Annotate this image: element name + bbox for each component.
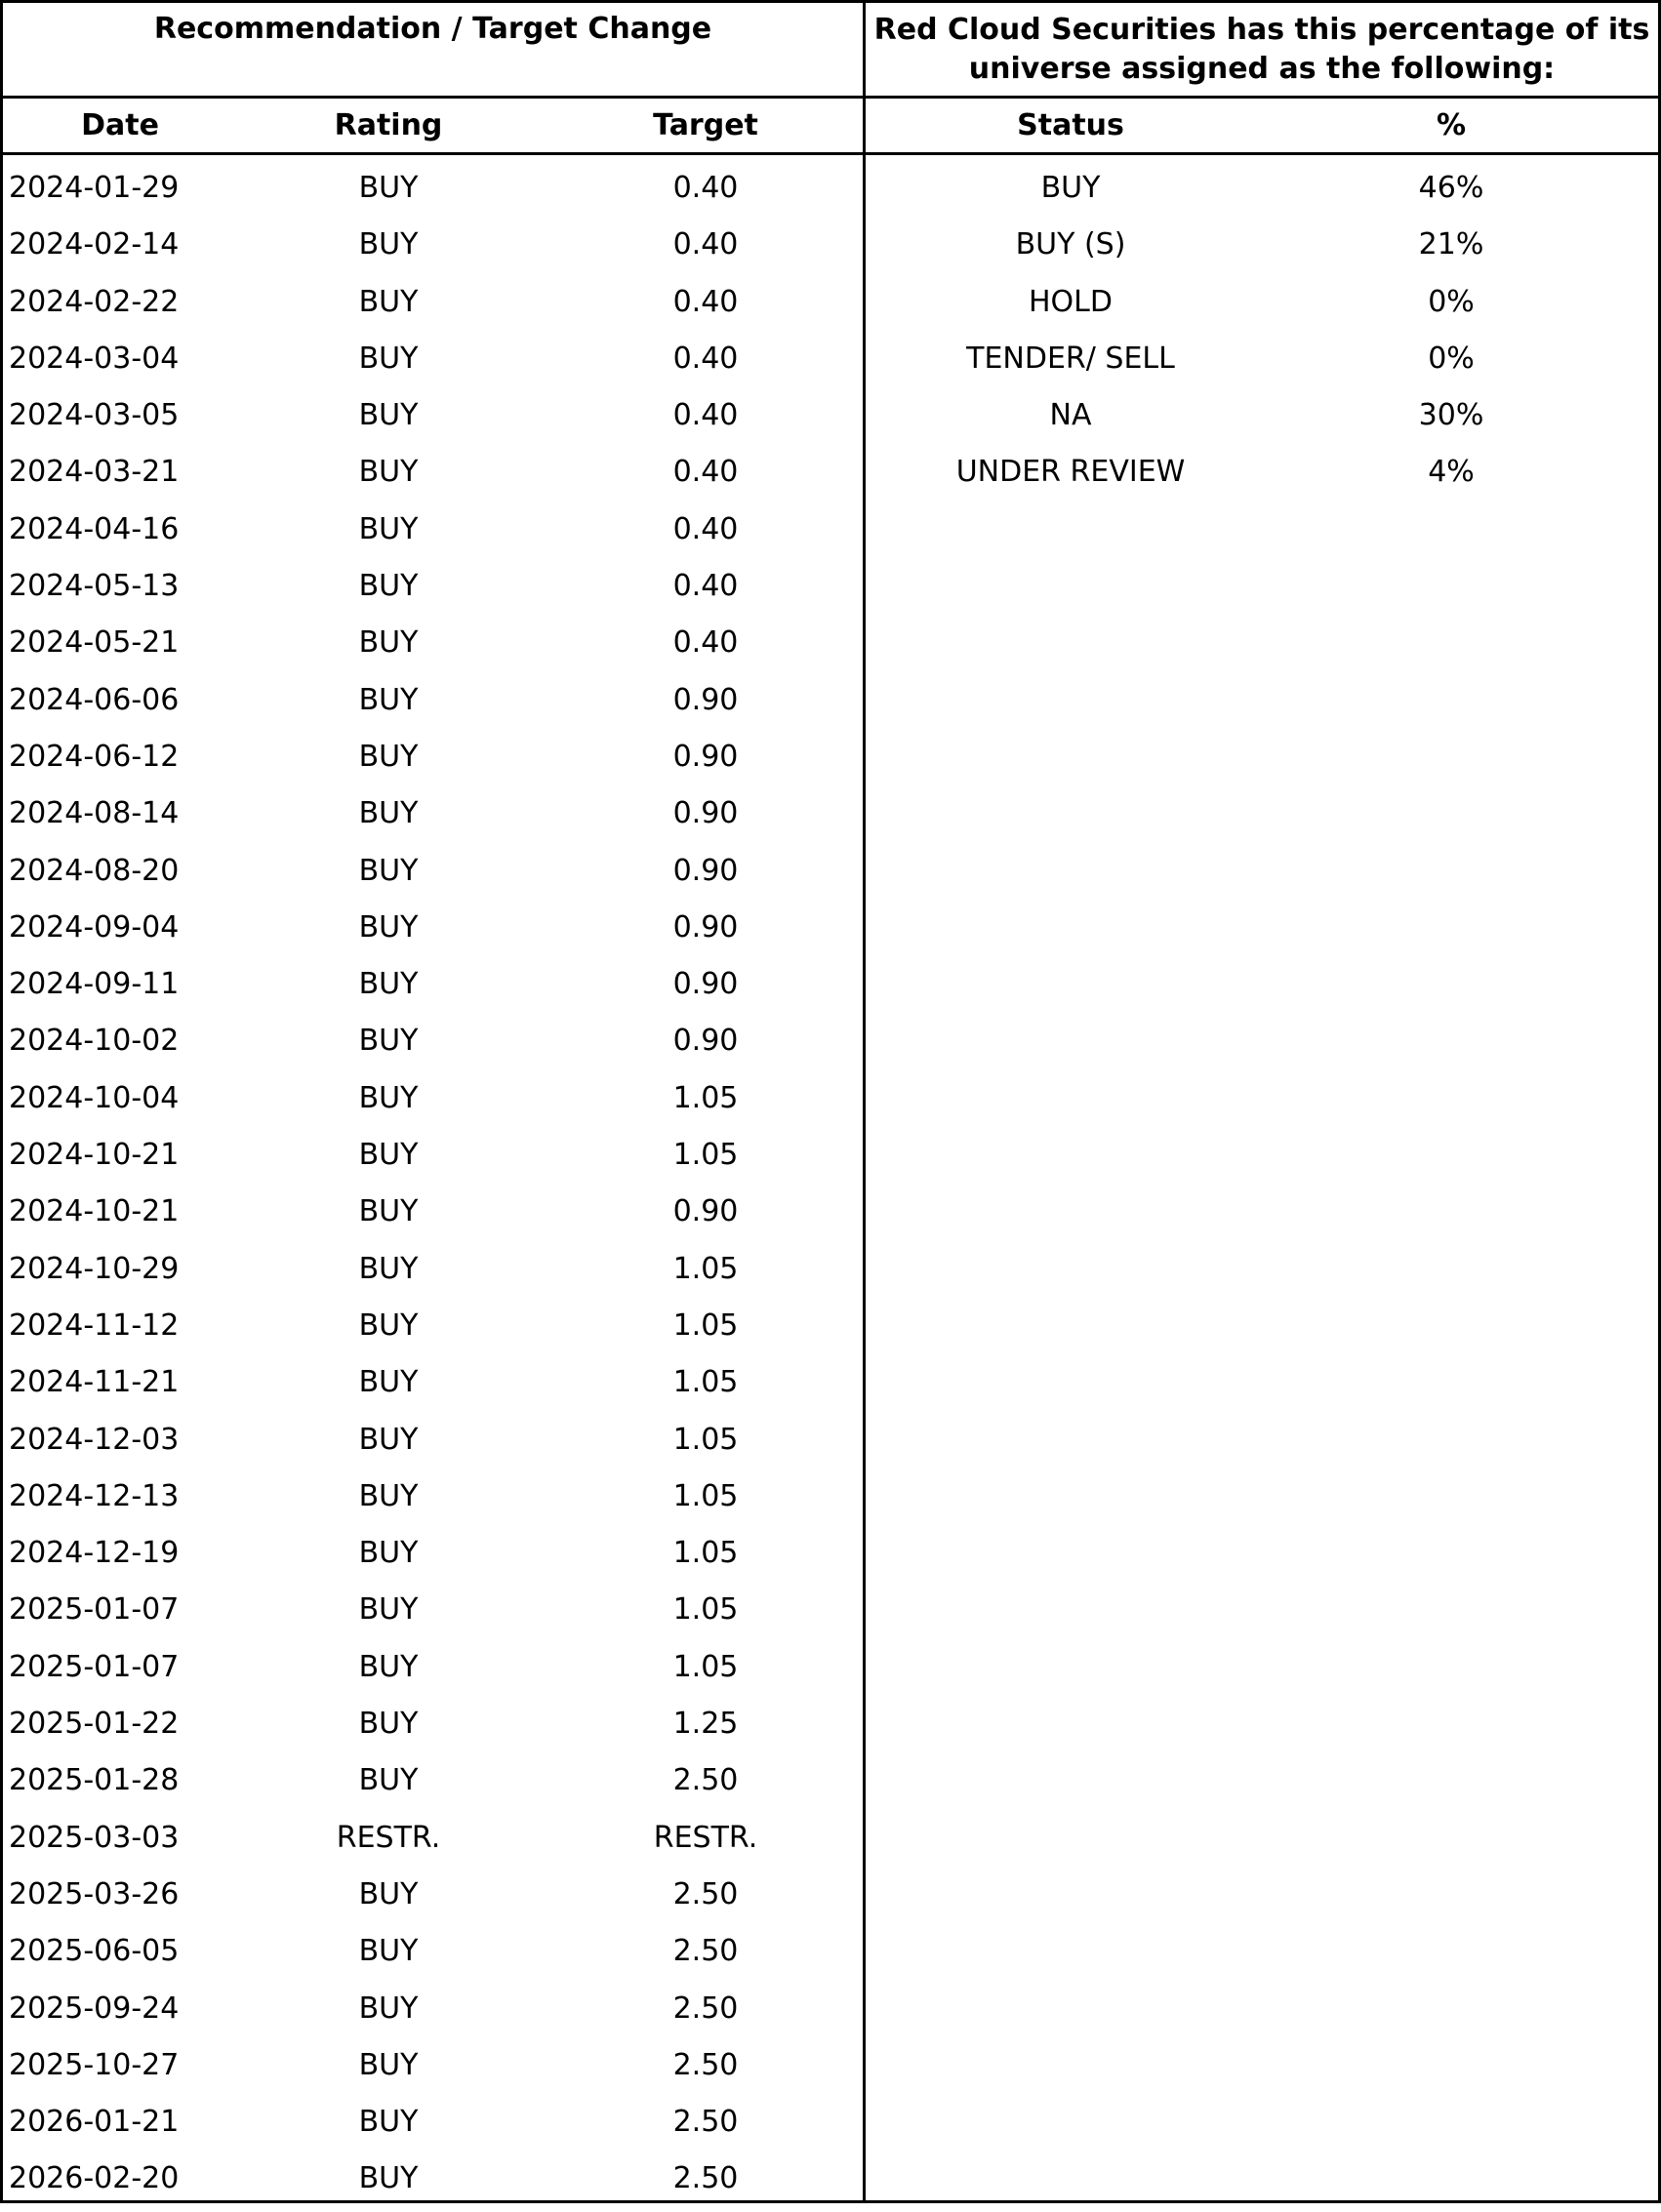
table-row [866,439,1658,496]
row-date: 2024-02-22 [9,284,180,319]
row-rating: BUY [358,796,419,831]
row-rating: BUY [358,171,419,205]
row-target: 0.90 [672,967,739,1002]
table-row [3,1008,863,1065]
row-target: 1.05 [672,1307,739,1343]
row-rating: BUY [358,739,419,774]
row-date: 2025-03-26 [9,1876,180,1911]
row-rating: BUY [358,1991,419,2026]
row-rating: BUY [358,341,419,376]
table-row [3,1293,863,1349]
table-row [3,1407,863,1464]
row-target: 0.40 [672,455,739,490]
table-row [3,724,863,781]
row-rating: BUY [358,1080,419,1115]
row-target: 2.50 [672,2105,739,2140]
row-status: BUY [1040,171,1101,205]
header-percent: % [1436,108,1467,142]
row-date: 2024-10-21 [9,1194,180,1229]
row-percent: 30% [1418,398,1484,433]
universe-table-header [866,99,1658,152]
row-rating: BUY [358,625,419,661]
table-row [866,326,1658,382]
row-date: 2024-05-21 [9,625,180,661]
table-row [866,382,1658,439]
row-rating: BUY [358,853,419,888]
row-target: 1.05 [672,1478,739,1513]
table-row [3,497,863,553]
table-row [3,1634,863,1691]
row-target: 1.05 [672,1649,739,1684]
table-row [3,269,863,326]
row-rating: BUY [358,2105,419,2140]
row-date: 2024-05-13 [9,569,180,604]
row-date: 2025-10-27 [9,2047,180,2082]
row-target: 2.50 [672,1876,739,1911]
row-rating: BUY [358,1365,419,1400]
row-date: 2024-04-16 [9,511,180,546]
recommendation-rows [3,155,863,2203]
row-date: 2024-08-14 [9,796,180,831]
row-date: 2024-06-12 [9,739,180,774]
row-rating: BUY [358,1251,419,1286]
header-target: Target [653,108,758,142]
row-date: 2025-03-03 [9,1820,180,1855]
header-status: Status [1017,108,1124,142]
table-row [3,155,863,212]
row-target: 0.40 [672,227,739,262]
row-rating: BUY [358,227,419,262]
universe-table [866,3,1658,2200]
row-date: 2024-03-21 [9,455,180,490]
row-rating: BUY [358,1536,419,1571]
row-percent: 46% [1418,171,1484,205]
row-target: 2.50 [672,2161,739,2196]
row-target: 0.90 [672,1024,739,1059]
table-row [866,269,1658,326]
table-row [3,2032,863,2089]
table-row [3,1976,863,2032]
row-date: 2025-09-24 [9,1991,180,2026]
recommendation-table-header [3,99,863,152]
table-row [3,1236,863,1293]
row-rating: BUY [358,682,419,717]
row-percent: 4% [1428,455,1475,490]
row-percent: 0% [1428,284,1475,319]
row-date: 2024-03-04 [9,341,180,376]
table-row [3,382,863,439]
row-date: 2026-01-21 [9,2105,180,2140]
row-date: 2024-02-14 [9,227,180,262]
row-rating: RESTR. [336,1820,441,1855]
table-row [3,212,863,268]
row-date: 2024-10-04 [9,1080,180,1115]
row-date: 2025-01-07 [9,1649,180,1684]
row-date: 2024-10-29 [9,1251,180,1286]
row-date: 2026-02-20 [9,2161,180,2196]
row-date: 2024-12-03 [9,1422,180,1457]
table-row [3,1918,863,1975]
row-status: BUY (S) [1015,227,1126,262]
row-target: 1.05 [672,1138,739,1173]
row-rating: BUY [358,284,419,319]
table-row [3,1179,863,1235]
row-date: 2025-01-07 [9,1592,180,1628]
row-status: TENDER/ SELL [966,341,1175,376]
row-target: 0.40 [672,625,739,661]
row-rating: BUY [358,511,419,546]
table-row [3,2089,863,2146]
row-target: 1.05 [672,1422,739,1457]
row-rating: BUY [358,2047,419,2082]
table-row [3,1520,863,1577]
universe-table-title [866,3,1658,96]
row-rating: BUY [358,2161,419,2196]
row-rating: BUY [358,1763,419,1798]
universe-title-line-1: Red Cloud Securities has this percentage of its [873,13,1650,47]
table-row [3,1577,863,1633]
row-rating: BUY [358,1649,419,1684]
row-percent: 21% [1418,227,1484,262]
row-date: 2025-01-22 [9,1707,180,1742]
table-row [3,1691,863,1748]
row-target: 2.50 [672,1763,739,1798]
row-percent: 0% [1428,341,1475,376]
row-rating: BUY [358,1707,419,1742]
row-status: NA [1049,398,1092,433]
recommendation-table-title: Recommendation / Target Change [153,12,712,46]
table-row [3,1805,863,1862]
row-rating: BUY [358,1478,419,1513]
row-rating: BUY [358,1592,419,1628]
row-target: 0.40 [672,569,739,604]
row-target: 1.05 [672,1365,739,1400]
table-row [3,951,863,1008]
row-rating: BUY [358,569,419,604]
row-target: 0.40 [672,341,739,376]
row-date: 2024-10-02 [9,1024,180,1059]
row-date: 2024-11-21 [9,1365,180,1400]
row-rating: BUY [358,1876,419,1911]
row-rating: BUY [358,398,419,433]
row-target: 2.50 [672,2047,739,2082]
row-target: 1.05 [672,1080,739,1115]
row-target: 1.05 [672,1536,739,1571]
row-date: 2025-06-05 [9,1934,180,1969]
row-target: 0.90 [672,682,739,717]
row-rating: BUY [358,909,419,945]
table-row [3,838,863,895]
row-target: 1.05 [672,1592,739,1628]
table-row [866,155,1658,212]
table-row [3,667,863,724]
row-target: 0.90 [672,1194,739,1229]
row-target: 0.90 [672,796,739,831]
row-date: 2024-01-29 [9,171,180,205]
row-target: 2.50 [672,1991,739,2026]
universe-rows [866,155,1658,497]
row-target: 0.90 [672,739,739,774]
header-date: Date [81,108,159,142]
row-target: 0.40 [672,171,739,205]
row-target: 0.40 [672,511,739,546]
row-target: 0.40 [672,398,739,433]
row-rating: BUY [358,1024,419,1059]
row-date: 2024-06-06 [9,682,180,717]
table-row [3,326,863,382]
table-row [3,1349,863,1406]
universe-title-line-2: universe assigned as the following: [968,52,1556,86]
row-date: 2024-12-13 [9,1478,180,1513]
table-row [3,1862,863,1918]
row-status: HOLD [1029,284,1113,319]
row-date: 2024-11-12 [9,1307,180,1343]
table-row [3,610,863,666]
row-target: 0.90 [672,909,739,945]
table-row [3,1748,863,1804]
table-row [3,895,863,951]
row-status: UNDER REVIEW [955,455,1186,490]
row-date: 2024-03-05 [9,398,180,433]
row-date: 2024-09-04 [9,909,180,945]
row-date: 2024-09-11 [9,967,180,1002]
row-date: 2024-12-19 [9,1536,180,1571]
table-row [3,781,863,837]
table-row [3,1122,863,1179]
table-row [3,1464,863,1520]
row-rating: BUY [358,1138,419,1173]
row-rating: BUY [358,1934,419,1969]
row-rating: BUY [358,967,419,1002]
row-target: 0.90 [672,853,739,888]
row-rating: BUY [358,1194,419,1229]
row-date: 2024-10-21 [9,1138,180,1173]
row-target: 2.50 [672,1934,739,1969]
row-rating: BUY [358,1422,419,1457]
row-target: 0.40 [672,284,739,319]
row-rating: BUY [358,1307,419,1343]
row-date: 2025-01-28 [9,1763,180,1798]
row-rating: BUY [358,455,419,490]
row-target: 1.25 [672,1707,739,1742]
recommendation-table [3,3,863,2200]
row-target: RESTR. [653,1820,758,1855]
table-row [3,2146,863,2202]
table-row [3,439,863,496]
table-row [3,1066,863,1122]
row-target: 1.05 [672,1251,739,1286]
header-rating: Rating [334,108,443,142]
row-date: 2024-08-20 [9,853,180,888]
table-row [866,212,1658,268]
table-row [3,553,863,610]
